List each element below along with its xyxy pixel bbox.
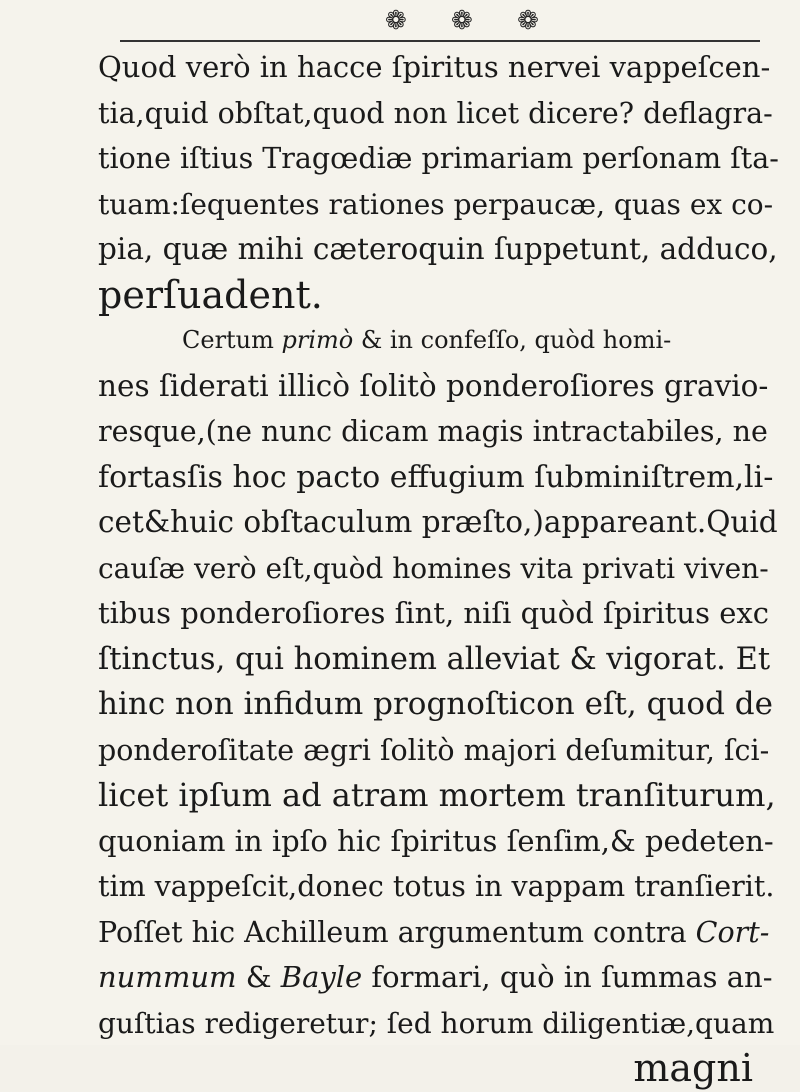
text-run: resque,(ne nunc dicam magis intractabiles, ne [98, 415, 768, 448]
text-line [98, 45, 778, 91]
italic-word: Cort- [695, 915, 770, 949]
text-run: cauſæ verò eſt,quòd homines vita privati viven- [98, 551, 769, 585]
italic-word: primò [281, 326, 354, 354]
text-line [98, 955, 778, 1001]
text-run: pia, quæ mihi cæteroquin ſuppetunt, adduco, [98, 232, 778, 266]
text-run: licet ipſum ad atram mortem tranſiturum, [98, 776, 776, 814]
text-run: ponderoſitate ægri ſolitò majori deſumitur, ſci- [98, 733, 770, 767]
text-line [98, 591, 778, 637]
text-run: & in confeſſo, quòd homi- [353, 326, 672, 354]
text-line [98, 910, 778, 956]
text-line [98, 273, 778, 319]
text-run: ſtinctus, qui hominem alleviat & vigorat. Et [98, 641, 771, 677]
text-line [98, 91, 778, 137]
text-line [98, 455, 778, 501]
text-run: Quod verò in hacce ſpiritus nervei vappeſcen- [98, 50, 771, 84]
text-run: & [236, 960, 281, 994]
text-line [98, 682, 778, 728]
text-run: tia,quid obſtat,quod non licet dicere? deflagra- [98, 96, 773, 130]
italic-word: nummum [98, 960, 237, 994]
text-run: perſuadent. [98, 272, 323, 317]
text-run: quoniam in ipſo hic ſpiritus ſenſim,& pedeten- [98, 823, 774, 858]
text-line [98, 819, 778, 865]
text-run: guſtias redigeretur; ſed horum diligentiæ,quam [98, 1006, 775, 1040]
text-run: Poſſet hic Achilleum argumentum contra [98, 915, 696, 949]
text-run: Certum [182, 326, 282, 354]
text-run: tione iſtius Tragœdiæ primariam perſonam ſta- [98, 142, 779, 175]
italic-word: Bayle [280, 960, 363, 994]
text-run: hinc non infidum prognoſticon eſt, quod de [98, 686, 773, 722]
text-line [98, 864, 778, 910]
text-line [98, 364, 778, 410]
text-line [98, 227, 778, 273]
text-line [98, 1001, 778, 1047]
text-line [98, 728, 778, 774]
header-rule [120, 40, 760, 42]
text-line [98, 546, 778, 592]
header-ornament: ❁ ❁ ❁ [385, 6, 557, 36]
text-line [98, 182, 778, 228]
text-run: formari, quò in ſummas an- [362, 960, 773, 994]
text-line [98, 773, 778, 819]
text-line [98, 409, 778, 455]
text-run: tuam:ſequentes rationes perpaucæ, quas ex co- [98, 187, 774, 221]
text-run: cet&huic obſtaculum præſto,)appareant.Quid [98, 505, 778, 539]
text-run: tim vappeſcit,donec totus in vappam tranſierit. [98, 870, 775, 903]
text-line [98, 637, 778, 683]
text-run: tibus ponderoſiores ſint, niſi quòd ſpiritus exc [98, 596, 769, 630]
text-line [98, 318, 778, 364]
catchword: magni [633, 1046, 753, 1090]
text-run: fortasſis hoc pacto effugium ſubminiſtrem,li- [98, 459, 774, 495]
text-line [98, 136, 778, 182]
body-text [98, 45, 778, 1092]
text-run: nes ſiderati illicò ſolitò ponderoſiores gravio- [98, 368, 769, 403]
text-line [98, 500, 778, 546]
